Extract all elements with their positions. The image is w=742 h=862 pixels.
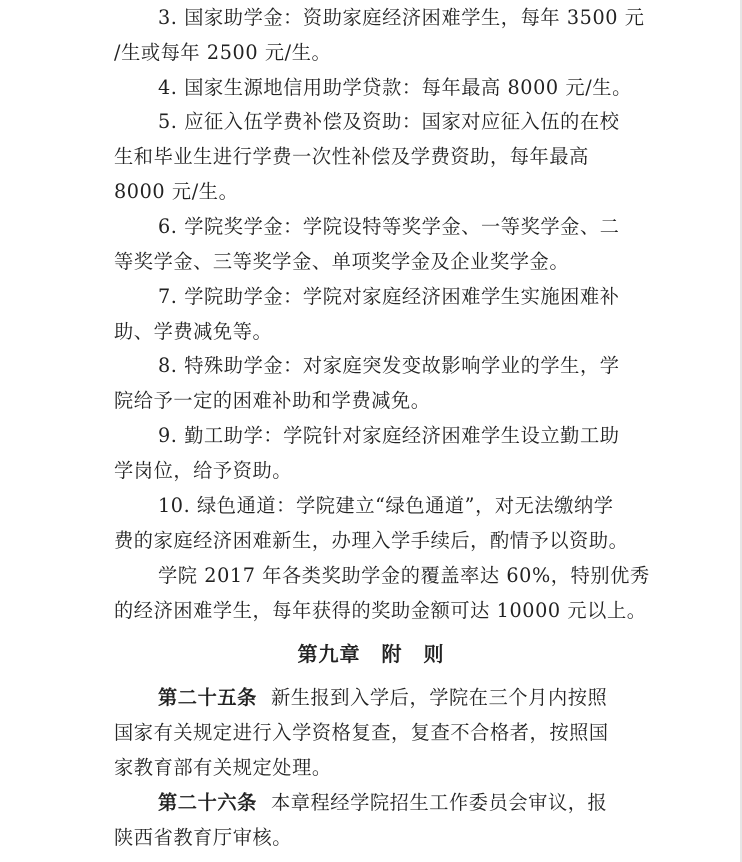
item-6-line-1: 6. 学院奖学金：学院设特等奖学金、一等奖学金、二 [158, 215, 620, 238]
article-26-text: 本章程经学院招生工作委员会审议，报 [270, 791, 608, 814]
item-5-line-1: 5. 应征入伍学费补偿及资助：国家对应征入伍的在校 [158, 110, 620, 133]
item-9-line-1: 9. 勤工助学：学院针对家庭经济困难学生设立勤工助 [158, 424, 620, 447]
item-8-line-1: 8. 特殊助学金：对家庭突发变故影响学业的学生，学 [158, 354, 620, 377]
article-25-text: 新生报到入学后，学院在三个月内按照 [270, 686, 608, 709]
chapter-heading: 第九章 附 则 [297, 642, 445, 666]
summary-line-2: 的经济困难学生，每年获得的奖助金额可达 10000 元以上。 [114, 599, 647, 622]
item-10-line-2: 费的家庭经济困难新生，办理入学手续后，酌情予以资助。 [114, 529, 629, 552]
summary-line-1: 学院 2017 年各类奖助学金的覆盖率达 60%，特别优秀 [158, 564, 650, 587]
item-9-line-2: 学岗位，给予资助。 [114, 459, 293, 482]
item-4-line-1: 4. 国家生源地信用助学贷款：每年最高 8000 元/生。 [158, 76, 632, 99]
article-26-line-2: 陕西省教育厅审核。 [114, 826, 293, 849]
item-7-line-2: 助、学费减免等。 [114, 320, 273, 343]
article-25-label: 第二十五条 [158, 686, 257, 709]
item-3-line-2: /生或每年 2500 元/生。 [114, 41, 332, 64]
item-5-line-2: 生和毕业生进行学费一次性补偿及学费资助，每年最高 [114, 145, 589, 168]
item-5-line-3: 8000 元/生。 [114, 180, 239, 203]
article-25-line-2: 国家有关规定进行入学资格复查，复查不合格者，按照国 [114, 721, 609, 744]
item-7-line-1: 7. 学院助学金：学院对家庭经济困难学生实施困难补 [158, 285, 620, 308]
item-8-line-2: 院给予一定的困难补助和学费减免。 [114, 389, 431, 412]
article-25-line-1 [158, 686, 607, 710]
article-26-line-1 [158, 791, 607, 815]
item-6-line-2: 等奖学金、三等奖学金、单项奖学金及企业奖学金。 [114, 250, 570, 273]
item-10-line-1: 10. 绿色通道：学院建立“绿色通道”，对无法缴纳学 [158, 494, 614, 517]
article-25-line-3: 家教育部有关规定处理。 [114, 756, 332, 779]
item-3-line-1: 3. 国家助学金：资助家庭经济困难学生，每年 3500 元 [158, 6, 645, 29]
article-26-label: 第二十六条 [158, 791, 257, 814]
